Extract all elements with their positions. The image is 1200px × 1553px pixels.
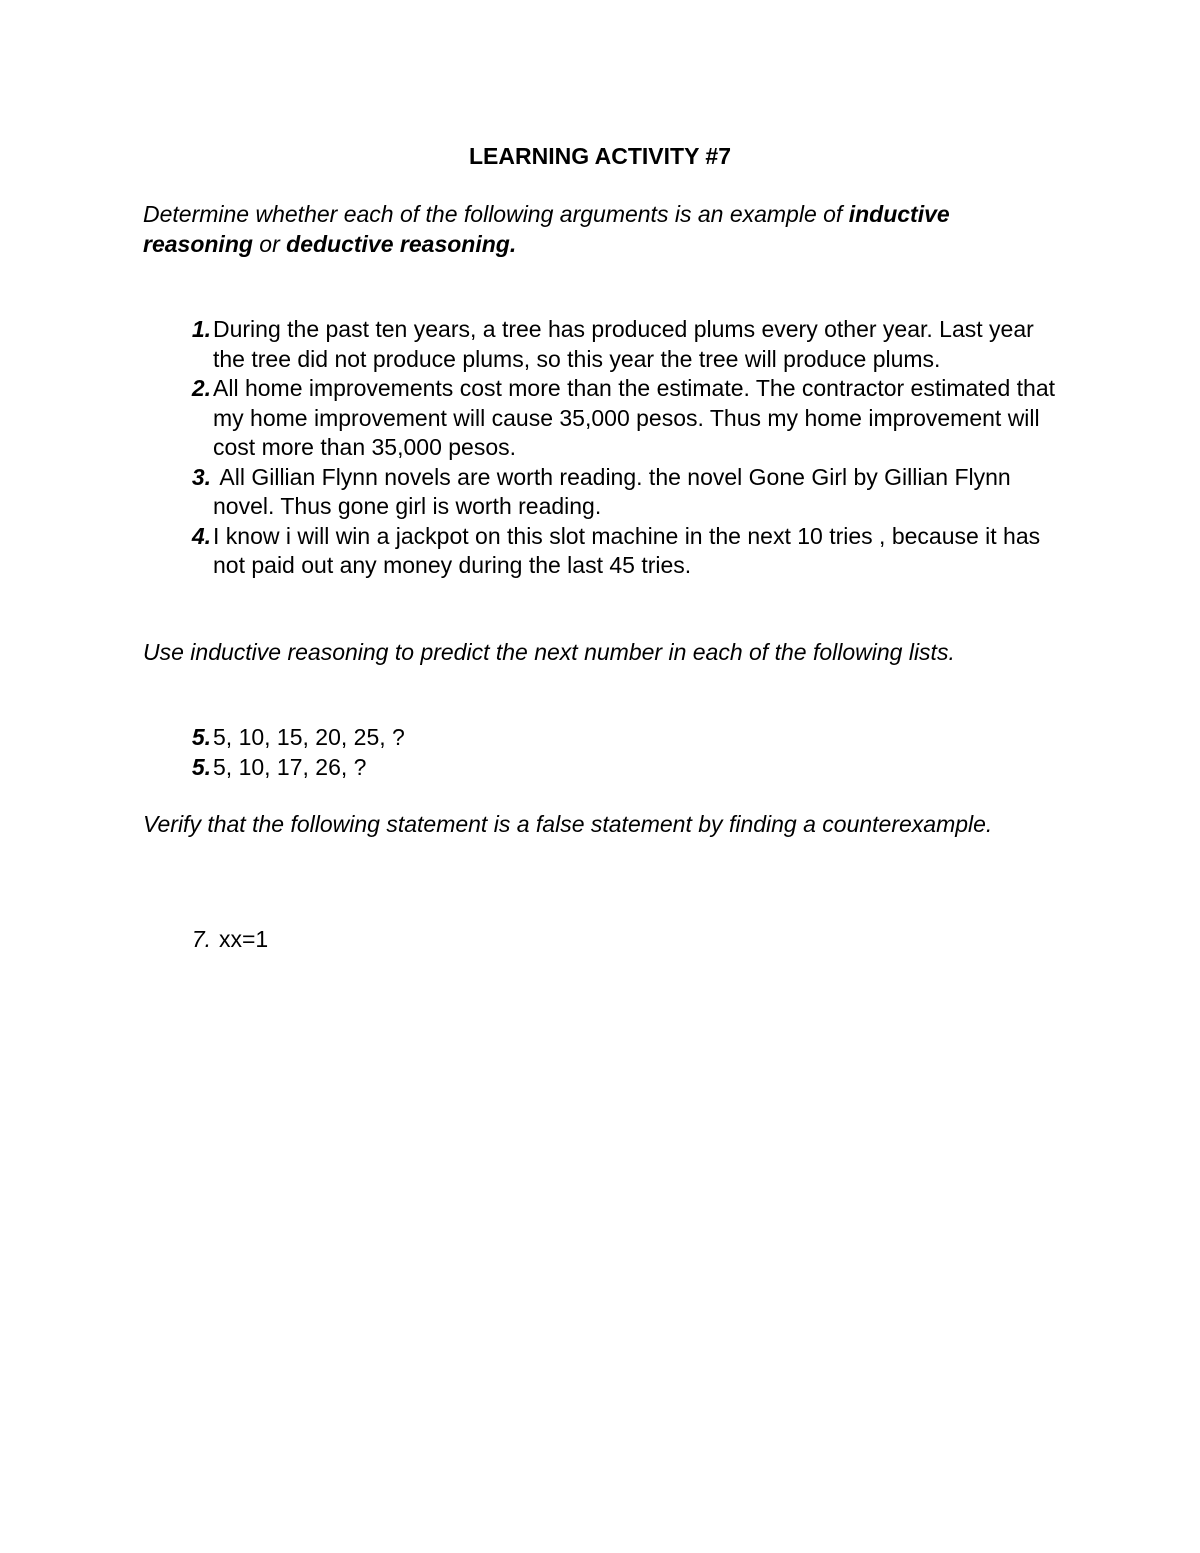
section1-instruction [143,199,1063,259]
item-number: 4. [191,522,211,549]
list-item [143,723,1063,753]
list-item [143,522,1063,581]
item-number: 2. [191,375,211,401]
item-text: 5, 10, 17, 26, ? [213,753,367,780]
list-item [143,753,1063,783]
instruction-emphasis: inductive reasoning [143,201,950,257]
list-item [143,925,1063,955]
item-text: I know i will win a jackpot on this slot machine in the next 10 tries , because it has not paid out any money during the last 45 tries. [213,522,1047,578]
item-text: During the past ten years, a tree has produced plums every other year. Last year the tree did not produce plums, so this year the tree will produce plums. [213,316,1041,372]
argument-list [143,315,1063,581]
list-item [143,463,1063,522]
counterexample-list [143,925,1063,955]
list-item [143,315,1063,374]
item-number: 1. [191,316,211,342]
instruction-emphasis: deductive reasoning. [286,231,517,257]
item-text: All Gillian Flynn novels are worth reading. the novel Gone Girl by Gillian Flynn novel. Thus gone girl is worth reading. [213,463,1018,519]
item-text: xx=1 [219,926,269,952]
item-number: 5. [191,753,211,780]
item-number: 5. [191,724,211,750]
instruction-text: Determine whether each of the following arguments is an example of [143,201,849,227]
instruction-text: or [252,231,287,257]
page-title: LEARNING ACTIVITY #7 [469,143,731,169]
item-number: 7. [191,926,211,952]
item-text: 5, 10, 15, 20, 25, ? [213,724,405,750]
section2-instruction: Use inductive reasoning to predict the next number in each of the following lists. [143,639,955,665]
section3-instruction: Verify that the following statement is a false statement by finding a counterexample. [143,811,993,837]
list-item [143,374,1063,463]
sequence-list [143,723,1063,782]
item-text: All home improvements cost more than the estimate. The contractor estimated that my home improvement will cause 35,000 pesos. Thus my home improvement will cost more than 35,000 pesos. [213,375,1062,460]
item-number: 3. [191,463,211,490]
